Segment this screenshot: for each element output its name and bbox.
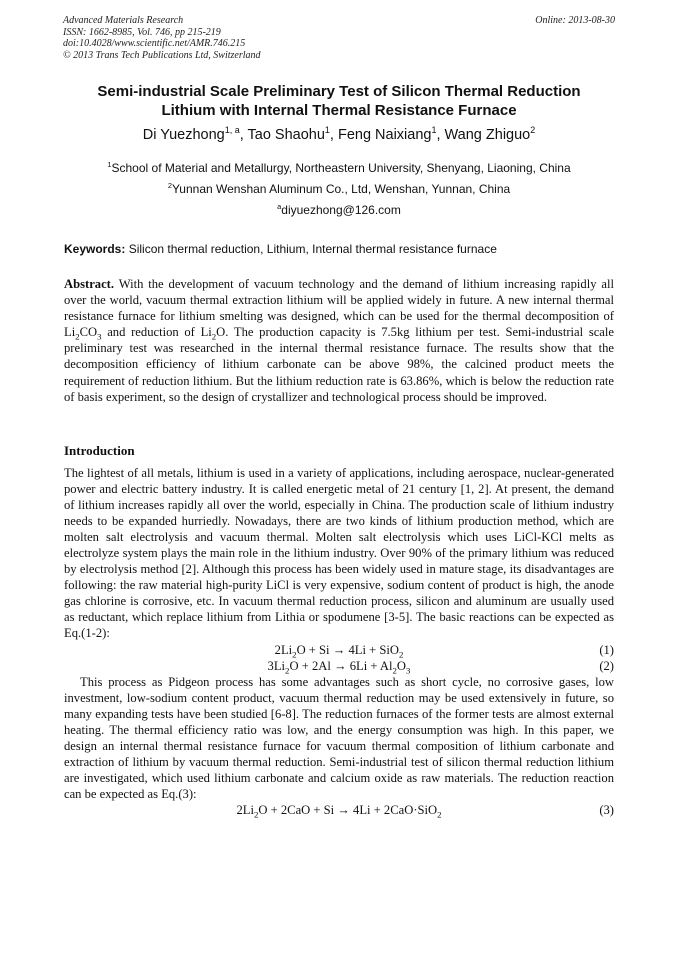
keywords-label: Keywords: (64, 242, 126, 256)
keywords-text: Silicon thermal reduction, Lithium, Internal thermal resistance furnace (128, 242, 497, 256)
equation-number: (2) (599, 658, 614, 673)
author-name: Feng Naixiang (337, 127, 432, 143)
journal-name: Advanced Materials Research (63, 15, 184, 26)
equation-2: $3Li_2O + 2Al \to 6Li + Al_2O_3$ (2) (267, 658, 614, 676)
introduction-body (64, 465, 614, 818)
journal-issn: ISSN: 1662-8985, Vol. 746, pp 215-219 (63, 26, 221, 38)
author-list: Di Yuezhong$^{1, a}$, Tao Shaohu$^1$, Feng Naixiang$^1$, Wang Zhiguo$^2$ (142, 125, 536, 143)
online-date: Online: 2013-08-30 (535, 15, 615, 26)
section-heading-introduction: Introduction (64, 443, 135, 458)
journal-copyright: © 2013 Trans Tech Publications Ltd, Switzerland (63, 49, 261, 61)
author-sup: 1 (431, 125, 437, 136)
author-name: Wang Zhiguo (444, 127, 531, 143)
equation-number: (1) (599, 642, 614, 657)
author-sup: 2 (530, 125, 536, 136)
abstract: Abstract. With the development of vacuum technology and the demand of lithium increasing rapidly all over the world, vacuum thermal extraction lithium will be applied widely in future. A new internal thermal resistance furnace for lithium smelting was designed, which can be used for the thermal decomposition of $Li_2CO_3$ and reduction of $Li_2O$. The production capacity is 7.5kg lithium per test. Semi-industrial scale preliminary test was researched in the internal thermal resistance furnace. The results show that the decomposition efficiency of lithium carbonate can be above 98%, the calcined product meets the requirement of reduction lithium. But the lithium reduction rate is 63.86%, which is below the reduction rate of basis experiment, so the design of crystallizer and technological process should be improved. (64, 277, 614, 404)
paragraph: This process as Pidgeon process has some advantages such as short cycle, no corrosive gases, low investment, low-sodium content product, vacuum thermal reduction may be used extensively in future, so many expanding tests have been studied [6-8]. The reduction furnaces of the former tests are almost external heating. The thermal efficiency ratio was low, and the energy consumption was high. In this paper, we design an internal thermal resistance furnace for vacuum thermal composition of lithium carbonate and extraction of lithium by vacuum thermal reduction. Semi-industrial test of silicon thermal reduction lithium are investigated, which used lithium carbonate and calcium oxide as raw materials. The reduction reaction can be expected as Eq.(3): (64, 674, 614, 801)
paper-title (64, 82, 614, 120)
keywords (64, 242, 619, 256)
affiliation-1: $^1$School of Material and Metallurgy, Northeastern University, Shenyang, Liaoning, China (107, 160, 571, 175)
author-name: Tao Shaohu (247, 127, 325, 143)
author-name: Di Yuezhong (142, 127, 225, 143)
journal-doi: doi:10.4028/www.scientific.net/AMR.746.215 (63, 38, 246, 49)
journal-header (63, 15, 261, 61)
equation-3: $2Li_2O + 2CaO + Si \to 4Li + 2CaO\cdot SiO_2$ (3) (236, 802, 614, 820)
author-sup: 1, a (224, 125, 240, 136)
affiliation-2: $^2$Yunnan Wenshan Aluminum Co., Ltd, Wenshan, Yunnan, China (167, 181, 511, 196)
title-line-2: Lithium with Internal Thermal Resistance Furnace (161, 102, 517, 119)
abstract-label: Abstract. (64, 277, 115, 291)
equation-1: $2Li_2O + Si \to 4Li + SiO_2$ (1) (274, 642, 614, 660)
author-email: $^a$diyuezhong@126.com (277, 202, 401, 217)
title-line-1: Semi-industrial Scale Preliminary Test of Silicon Thermal Reduction (97, 83, 581, 100)
author-sup: 1 (324, 125, 330, 136)
equation-number: (3) (599, 802, 614, 817)
paragraph: The lightest of all metals, lithium is used in a variety of applications, including aerospace, nuclear-generated power and electric battery industry. It is called energetic metal of 21 century [1, 2]. At present, the demand of lithium increases rapidly all over the world, especially in China. The production scale of lithium industry needs to be expanded hurriedly. Nowadays, there are two kinds of lithium production method, which are molten salt electrolysis and vacuum thermal. Molten salt electrolysis which uses LiCl-KCl melts as electrolyze system plays the main role in the lithium industry. Over 90% of the primary lithium was reduced by electrolysis method [2]. Although this process has been widely used in mature stage, its disadvantages are following: the raw material high-purity LiCl is very expensive, sodium content of product is high, the anode gas chlorine is corrosive, etc. In vacuum thermal reduction process, silicon and aluminum are usually used as reductant, which replace lithium from Lithia or spodumene [3-5]. The basic reactions can be expected as Eq.(1-2): (64, 466, 614, 641)
